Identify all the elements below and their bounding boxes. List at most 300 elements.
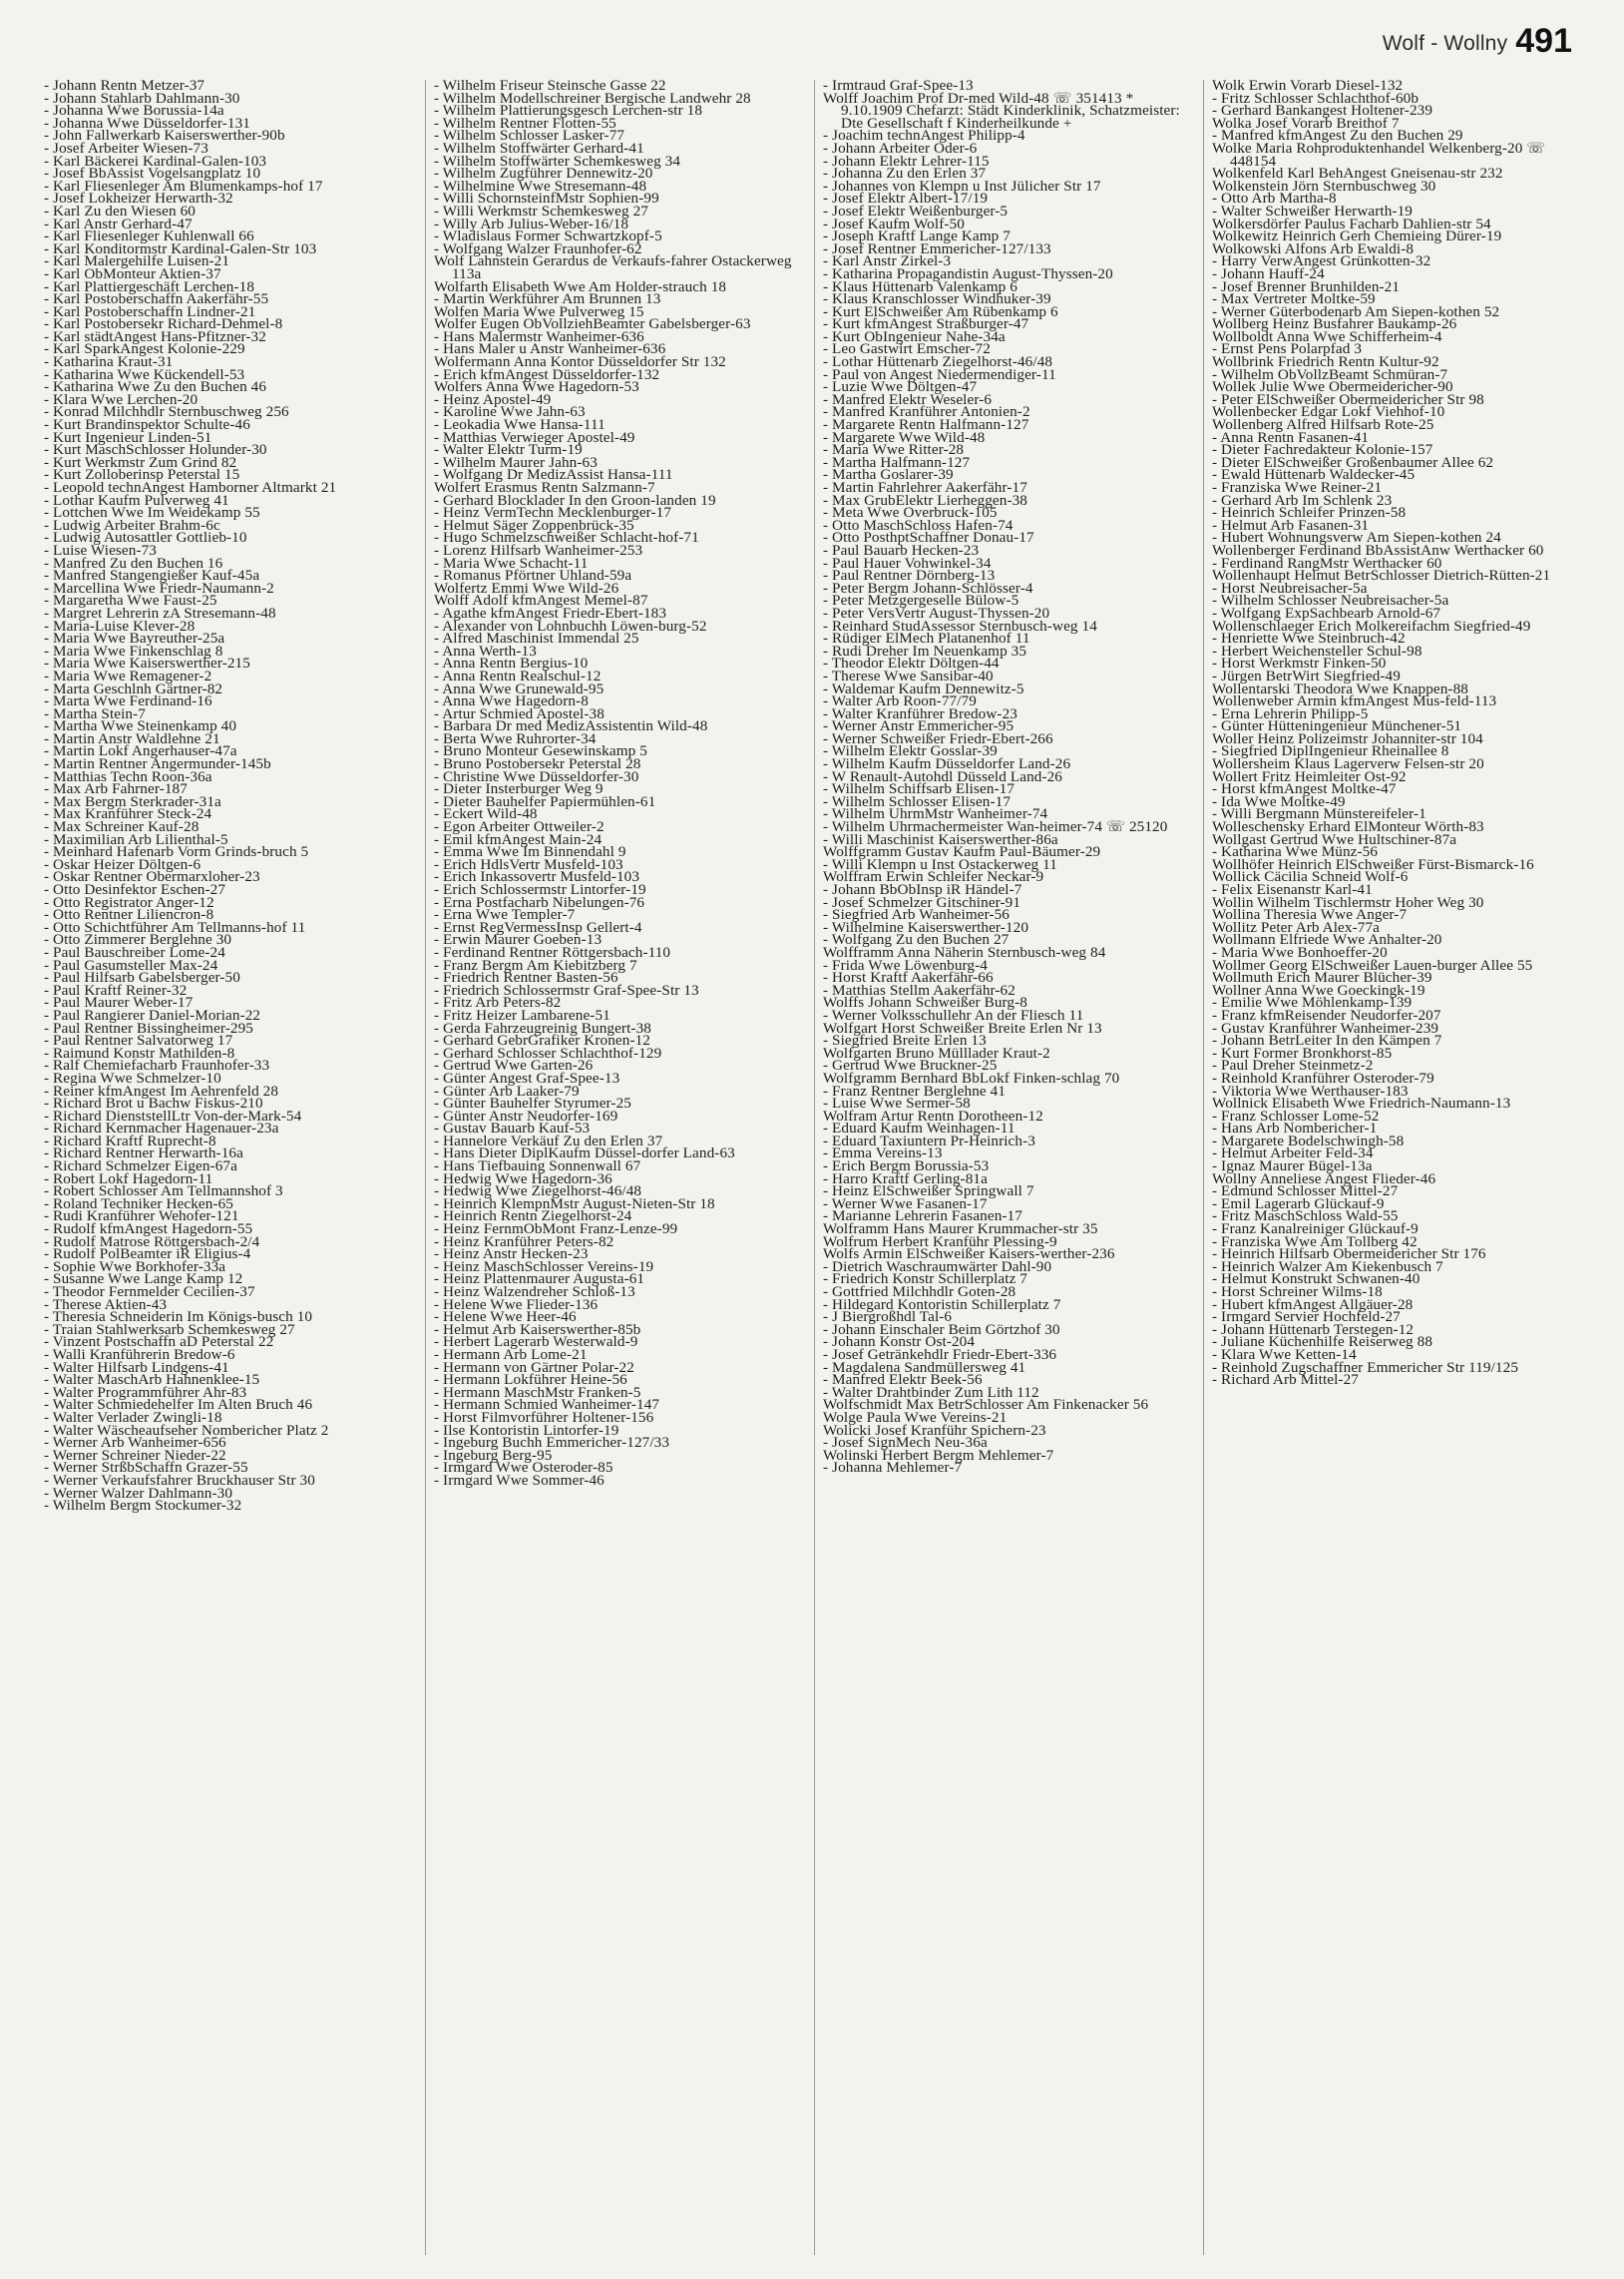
directory-entry: Wollenschlaeger Erich Molkereifachm Siegfried-49	[1212, 617, 1531, 635]
directory-entry: - Margarete Rentn Halfmann-127	[823, 416, 1029, 434]
directory-entry: - Helmut Arbeiter Feld-34	[1212, 1144, 1374, 1162]
directory-entry: - Helene Wwe Heer-46	[434, 1308, 577, 1326]
directory-entry: - Ilse Kontoristin Lintorfer-19	[434, 1421, 619, 1439]
directory-entry: - Hermann Schmied Wanheimer-147	[434, 1396, 660, 1414]
directory-entry: Wolfgart Horst Schweißer Breite Erlen Nr 13	[823, 1019, 1102, 1037]
directory-entry: - Peter VersVertr August-Thyssen-20	[823, 604, 1050, 622]
directory-entry: - Rüdiger ElMech Platanenhof 11	[823, 630, 1030, 648]
directory-entry: - Franz Kanalreiniger Glückauf-9	[1212, 1220, 1419, 1238]
directory-entry: - Heinz Plattenmaurer Augusta-61	[434, 1270, 645, 1288]
directory-entry: - Karl Postoberschaffn Aakerfähr-55	[44, 290, 269, 308]
directory-entry: - Eduard Taxiuntern Pr-Heinrich-3	[823, 1132, 1035, 1149]
directory-entry: - Josef BbAssist Vogelsangplatz 10	[44, 165, 261, 183]
directory-entry: - Heinrich KlempnMstr August-Nieten-Str 18	[434, 1194, 715, 1212]
directory-entry: - Hans Tiefbauing Sonnenwall 67	[434, 1157, 641, 1175]
directory-entry: - Martha Stein-7	[44, 704, 146, 722]
directory-entry: - Paul Rentner Bissingheimer-295	[44, 1019, 254, 1037]
directory-entry: - Anna Werth-13	[434, 642, 537, 660]
directory-entry: - Paul Rentner Dörnberg-13	[823, 567, 996, 585]
directory-entry: Wolfschmidt Max BetrSchlosser Am Finkenacker 56	[823, 1396, 1149, 1414]
directory-entry: - Wilhelm Rentner Flotten-55	[434, 114, 616, 132]
directory-entry: - Wilhelm Schlosser Elisen-17	[823, 792, 1012, 810]
directory-entry: - Martin Rentner Angermunder-145b	[44, 755, 271, 773]
directory-entry: - Paul Rangierer Daniel-Morian-22	[44, 1006, 261, 1024]
directory-entry: - Wilhelm Schiffsarb Elisen-17	[823, 780, 1015, 798]
directory-entry: Wolfen Maria Wwe Pulverweg 15	[434, 302, 644, 320]
directory-entry: - Walter Elektr Turm-19	[434, 441, 583, 459]
directory-entry: - Werner Arb Wanheimer-656	[44, 1434, 226, 1452]
directory-entry: - Wolfgang ExpSachbearb Arnold-67	[1212, 604, 1441, 622]
directory-entry: Wollick Cäcilia Schneid Wolf-6	[1212, 868, 1409, 886]
directory-entry: - Johannes von Klempn u Inst Jülicher Str 17	[823, 177, 1101, 195]
directory-entry: - Margarete Bodelschwingh-58	[1212, 1132, 1405, 1149]
directory-entry: - Willi SchornsteinfMstr Sophien-99	[434, 190, 659, 208]
directory-entry: - Romanus Pförtner Uhland-59a	[434, 567, 632, 585]
directory-entry: - Theresia Schneiderin Im Königs-busch 10	[44, 1308, 313, 1326]
directory-entry: - Therese Wwe Sansibar-40	[823, 667, 994, 684]
directory-entry: - Siegfried DiplIngenieur Rheinallee 8	[1212, 742, 1449, 760]
directory-entry: - Otto Arb Martha-8	[1212, 190, 1337, 208]
directory-entry: - Maria-Luise Klever-28	[44, 617, 196, 635]
directory-entry: - Margret Lehrerin zA Stresemann-48	[44, 604, 276, 622]
directory-entry: - Wladislaus Former Schwartzkopf-5	[434, 228, 662, 245]
directory-entry: - J Biergroßhdl Tal-6	[823, 1308, 953, 1326]
directory-entry: - Martha Goslarer-39	[823, 466, 954, 484]
directory-entry: - Walter Kranführer Bredow-23	[823, 704, 1017, 722]
directory-entry: - Fritz Schlosser Schlachthof-60b	[1212, 89, 1420, 107]
directory-entry: - Therese Aktien-43	[44, 1295, 168, 1313]
directory-entry: - Horst Werkmstr Finken-50	[1212, 655, 1387, 673]
directory-entry: - Horst Schreiner Wilms-18	[1212, 1283, 1383, 1300]
directory-entry: - Johann BbObInsp iR Händel-7	[823, 881, 1022, 898]
directory-entry: - Johann Einschaler Beim Görtzhof 30	[823, 1320, 1060, 1338]
directory-entry: Wolka Josef Vorarb Breithof 7	[1212, 114, 1400, 132]
directory-entry: - Otto Zimmerer Berglehne 30	[44, 931, 232, 949]
directory-entry: - Johanna Mehlemer-7	[823, 1459, 963, 1477]
directory-entry: Wolffram Erwin Schleifer Neckar-9	[823, 868, 1044, 886]
directory-entry: - Erna Wwe Templer-7	[434, 906, 576, 924]
directory-entry: - Otto Rentner Liliencron-8	[44, 906, 214, 924]
directory-entry: - Emilie Wwe Möhlenkamp-139	[1212, 994, 1413, 1012]
directory-entry: - Walter Drahtbinder Zum Lith 112	[823, 1383, 1039, 1401]
directory-entry: - Bruno Monteur Gesewinskamp 5	[434, 742, 647, 760]
directory-entry: Wollentarski Theodora Wwe Knappen-88	[1212, 680, 1468, 697]
directory-entry: - Werner StrßbSchaffn Grazer-55	[44, 1459, 248, 1477]
directory-entry: - Meinhard Hafenarb Vorm Grinds-bruch 5	[44, 843, 309, 861]
directory-entry: - Marta Wwe Ferdinand-16	[44, 692, 212, 710]
directory-entry: - Wilhelm Plattierungsgesch Lerchen-str 18	[434, 102, 703, 120]
directory-entry: - Ignaz Maurer Bügel-13a	[1212, 1157, 1373, 1175]
directory-entry: - Paul Rentner Salvatorweg 17	[44, 1032, 233, 1050]
directory-entry: - Matthias Stellm Aakerfähr-62	[823, 981, 1015, 999]
directory-entry: - Josef Lokheizer Herwarth-32	[44, 190, 233, 208]
directory-entry: - Gertrud Wwe Bruckner-25	[823, 1057, 998, 1075]
directory-entry: - Gerda Fahrzeugreinig Bungert-38	[434, 1019, 651, 1037]
directory-entry: - Waldemar Kaufm Dennewitz-5	[823, 680, 1024, 697]
directory-entry: - Kurt Ingenieur Linden-51	[44, 428, 212, 446]
directory-entry: - Wilhelm Schlosser Lasker-77	[434, 127, 625, 145]
directory-entry: - Josef Rentner Emmericher-127/133	[823, 239, 1051, 257]
directory-entry: - Helmut Arb Fasanen-31	[1212, 516, 1370, 534]
directory-entry: - Josef SignMech Neu-36a	[823, 1434, 988, 1452]
directory-entry: - Hedwig Wwe Ziegelhorst-46/48	[434, 1182, 642, 1200]
directory-entry: - Paul Bauarb Hecken-23	[823, 541, 980, 559]
directory-entry: - Wilhelm Modellschreiner Bergische Landwehr 28	[434, 89, 751, 107]
directory-entry: - Otto Desinfektor Eschen-27	[44, 881, 226, 898]
directory-entry: Wollner Anna Wwe Goeckingk-19	[1212, 981, 1425, 999]
directory-entry: - Dieter Bauhelfer Papiermühlen-61	[434, 792, 656, 810]
running-title: Wolf - Wollny	[1382, 32, 1508, 55]
directory-entry: - Johann Hüttenarb Terstegen-12	[1212, 1320, 1415, 1338]
directory-entry: - Willy Arb Julius-Weber-16/18	[434, 215, 629, 232]
directory-entry: - Maria Wwe Bonhoeffer-20	[1212, 943, 1388, 961]
running-header	[1382, 22, 1572, 60]
column-2	[425, 80, 814, 2255]
directory-entry: - Marcellina Wwe Friedr-Naumann-2	[44, 579, 274, 597]
page-number: 491	[1515, 22, 1572, 60]
directory-entry: - Gustav Bauarb Kauf-53	[434, 1120, 591, 1138]
directory-entry: - Willi Klempn u Inst Ostackerweg 11	[823, 855, 1057, 873]
directory-entry: - Hans Maler u Anstr Wanheimer-636	[434, 340, 666, 358]
directory-entry: - Wilhelm Bergm Stockumer-32	[44, 1497, 242, 1515]
directory-entry: - Otto MaschSchloss Hafen-74	[823, 516, 1014, 534]
directory-entry: - Irmgard Wwe Osteroder-85	[434, 1459, 613, 1477]
directory-entry: - Ingeburg Berg-95	[434, 1446, 553, 1464]
directory-entry: - Heinrich Schleifer Prinzen-58	[1212, 504, 1407, 522]
directory-entry: - Hans Dieter DiplKaufm Düssel-dorfer Land-63	[434, 1144, 735, 1162]
directory-entry: - Max Kranführer Steck-24	[44, 805, 212, 823]
directory-entry: - Günter Bauhelfer Styrumer-25	[434, 1095, 631, 1113]
directory-entry: - Katharina Kraut-31	[44, 353, 174, 371]
directory-entry: - Johann BetrLeiter In den Kämpen 7	[1212, 1032, 1442, 1050]
directory-columns	[36, 80, 1592, 2265]
directory-entry: - Ralf Chemiefacharb Fraunhofer-33	[44, 1057, 270, 1075]
directory-entry: - Gertrud Wwe Garten-26	[434, 1057, 594, 1075]
directory-entry: - Maria Wwe Schacht-11	[434, 554, 589, 572]
directory-entry: - Lothar Kaufm Pulverweg 41	[44, 491, 229, 509]
directory-entry: - Oskar Rentner Obermarxloher-23	[44, 868, 260, 886]
directory-entry: - Harro Kraftf Gerling-81a	[823, 1169, 988, 1187]
directory-entry: - Maria Wwe Finkenschlag 8	[44, 642, 223, 660]
directory-entry: - Matthias Verwieger Apostel-49	[434, 428, 635, 446]
directory-entry: - Maria Wwe Remagener-2	[44, 667, 212, 684]
directory-entry: - Manfred Zu den Buchen 16	[44, 554, 223, 572]
directory-entry: - Wilhelm Stoffwärter Gerhard-41	[434, 139, 644, 157]
directory-entry: - Rudolf Matrose Röttgersbach-2/4	[44, 1232, 260, 1250]
directory-entry: - Richard Arb Mittel-27	[1212, 1371, 1359, 1389]
directory-entry: - Wilhelmine Kaiserswerther-120	[823, 918, 1029, 936]
directory-entry: Wollina Theresia Wwe Anger-7	[1212, 906, 1408, 924]
directory-entry: - Walter Verlader Zwingli-18	[44, 1408, 222, 1426]
directory-entry: - Wilhelm UhrmMstr Wanheimer-74	[823, 805, 1048, 823]
directory-entry: - Werner Verkaufsfahrer Bruckhauser Str 30	[44, 1471, 315, 1489]
directory-entry: - Wilhelm Uhrmachermeister Wan-heimer-74 ☏ 25120	[823, 818, 1168, 836]
directory-entry: - Irmgard Wwe Sommer-46	[434, 1471, 605, 1489]
directory-entry: Wollin Wilhelm Tischlermstr Hoher Weg 30	[1212, 893, 1484, 911]
directory-entry: - Manfred kfmAngest Zu den Buchen 29	[1212, 127, 1463, 145]
directory-entry: - Hermann MaschMstr Franken-5	[434, 1383, 641, 1401]
directory-entry: - Kurt Werkmstr Zum Grind 82	[44, 453, 237, 471]
directory-entry: - Joachim technAngest Philipp-4	[823, 127, 1025, 145]
directory-entry: - Alexander von Lohnbuchh Löwen-burg-52	[434, 617, 707, 635]
directory-entry: - Kurt ObIngenieur Nahe-34a	[823, 327, 1006, 345]
directory-entry: - Helmut Arb Kaiserswerther-85b	[434, 1320, 641, 1338]
directory-entry: - Katharina Propagandistin August-Thyssen-20	[823, 264, 1113, 282]
directory-entry: - Johann Konstr Ost-204	[823, 1333, 976, 1351]
directory-entry: - Karl Zu den Wiesen 60	[44, 202, 196, 220]
directory-entry: - Ewald Hüttenarb Waldecker-45	[1212, 466, 1416, 484]
directory-entry: - Walter Schweißer Herwarth-19	[1212, 202, 1413, 220]
directory-entry: - Walter Programmführer Ahr-83	[44, 1383, 247, 1401]
directory-entry: - Manfred Kranführer Antonien-2	[823, 403, 1030, 421]
directory-entry: - Willi Bergmann Münstereifeler-1	[1212, 805, 1426, 823]
directory-entry: - Werner Schweißer Friedr-Ebert-266	[823, 729, 1053, 747]
directory-entry: - Werner Anstr Emmericher-95	[823, 717, 1015, 735]
directory-entry: - Werner Güterbodenarb Am Siepen-kothen 52	[1212, 302, 1500, 320]
directory-entry: Wollmer Georg ElSchweißer Lauen-burger Allee 55	[1212, 956, 1533, 974]
directory-entry: - Heinz ElSchweißer Springwall 7	[823, 1182, 1034, 1200]
directory-entry: - Manfred Stangengießer Kauf-45a	[44, 567, 260, 585]
directory-entry: - Irmtraud Graf-Spee-13	[823, 80, 974, 94]
directory-entry: - Maria Wwe Bayreuther-25a	[44, 630, 225, 648]
directory-entry: - Hans Malermstr Wanheimer-636	[434, 327, 644, 345]
directory-entry: Wolge Paula Wwe Vereins-21	[823, 1408, 1008, 1426]
directory-entry: - Heinrich Hilfsarb Obermeidericher Str 176	[1212, 1245, 1486, 1263]
directory-entry: - Wilhelm Elektr Gosslar-39	[823, 742, 998, 760]
directory-entry: - Heinrich Rentn Ziegelhorst-24	[434, 1207, 632, 1225]
directory-entry: - Erich Inkassovertr Musfeld-103	[434, 868, 640, 886]
directory-entry: Wollenberger Ferdinand BbAssistAnw Werthacker 60	[1212, 541, 1544, 559]
directory-entry: - Werner Wwe Fasanen-17	[823, 1194, 988, 1212]
directory-entry: - Agathe kfmAngest Friedr-Ebert-183	[434, 604, 667, 622]
directory-entry: - Johanna Zu den Erlen 37	[823, 165, 987, 183]
directory-entry: - Dieter ElSchweißer Großenbaumer Allee 62	[1212, 453, 1494, 471]
directory-entry: - Hermann Lokführer Heine-56	[434, 1371, 627, 1389]
directory-entry: Wollmuth Erich Maurer Blücher-39	[1212, 969, 1432, 987]
directory-entry: - Hannelore Verkäuf Zu den Erlen 37	[434, 1132, 663, 1149]
directory-entry: - Horst Neubreisacher-5a	[1212, 579, 1368, 597]
directory-entry: - Hubert Wohnungsverw Am Siepen-kothen 24	[1212, 529, 1501, 547]
directory-entry: - Walter MaschArb Hahnenklee-15	[44, 1371, 260, 1389]
directory-entry: Wolfrum Herbert Kranführ Plessing-9	[823, 1232, 1057, 1250]
directory-entry: Wolfgramm Bernhard BbLokf Finken-schlag 70	[823, 1069, 1120, 1087]
directory-entry: - Franziska Wwe Am Tollberg 42	[1212, 1232, 1418, 1250]
directory-entry: - Reiner kfmAngest Im Aehrenfeld 28	[44, 1082, 279, 1100]
directory-entry: - Martha Wwe Steinenkamp 40	[44, 717, 237, 735]
directory-entry: - Emil kfmAngest Main-24	[434, 830, 603, 848]
directory-entry: - Heinz VermTechn Mecklenburger-17	[434, 504, 672, 522]
directory-entry: - Susanne Wwe Lange Kamp 12	[44, 1270, 243, 1288]
directory-entry: - Paul Hilfsarb Gabelsberger-50	[44, 969, 240, 987]
directory-entry: - Bruno Postobersekr Peterstal 28	[434, 755, 641, 773]
directory-entry: - Maria Wwe Kaiserswerther-215	[44, 655, 250, 673]
directory-entry: - Max Arb Fahrner-187	[44, 780, 188, 798]
directory-entry: Wolfers Anna Wwe Hagedorn-53	[434, 378, 639, 396]
directory-entry: - Wolfgang Zu den Buchen 27	[823, 931, 1010, 949]
directory-entry: - Erich HdlsVertr Musfeld-103	[434, 855, 623, 873]
directory-entry: - Horst kfmAngest Moltke-47	[1212, 780, 1397, 798]
directory-entry: - Heinz Kranführer Peters-82	[434, 1232, 614, 1250]
directory-entry: Wolfframm Anna Näherin Sternbusch-weg 84	[823, 943, 1106, 961]
directory-entry: - Peter Metzgergeselle Bülow-5	[823, 592, 1019, 610]
directory-entry: - Ludwig Arbeiter Brahm-6c	[44, 516, 220, 534]
directory-entry: - Matthias Techn Roon-36a	[44, 767, 212, 785]
directory-entry: - Wilhelm Friseur Steinsche Gasse 22	[434, 80, 666, 94]
directory-entry: - Richard DienststellLtr Von-der-Mark-54	[44, 1107, 302, 1125]
directory-entry: - Klara Wwe Ketten-14	[1212, 1345, 1357, 1363]
directory-entry: Wolffgramm Gustav Kaufm Paul-Bäumer-29	[823, 843, 1101, 861]
directory-entry: - Werner Volksschullehr An der Fliesch 11	[823, 1006, 1084, 1024]
directory-entry: - W Renault-Autohdl Düsseld Land-26	[823, 767, 1062, 785]
directory-entry: Wollenbecker Edgar Lokf Viehhof-10	[1212, 403, 1445, 421]
directory-entry: - Ludwig Autosattler Gottlieb-10	[44, 529, 247, 547]
directory-entry: Wolff Joachim Prof Dr-med Wild-48 ☏ 351413 * 9.10.1909 Chefarzt: Städt Kinderklinik, Schatzmeister: Dte Gesellschaft f Kinderheilkunde +	[823, 89, 1180, 132]
directory-entry: - Rudi Kranführer Wehofer-121	[44, 1207, 239, 1225]
directory-entry: - Erich kfmAngest Düsseldorfer-132	[434, 365, 660, 383]
directory-entry: - Willi Maschinist Kaiserswerther-86a	[823, 830, 1058, 848]
directory-entry: - Erwin Maurer Goeben-13	[434, 931, 603, 949]
directory-entry: - Hedwig Wwe Hagedorn-36	[434, 1169, 612, 1187]
directory-entry: - Barbara Dr med MedizAssistentin Wild-48	[434, 717, 708, 735]
directory-entry: - Friedrich Schlossermstr Graf-Spee-Str 13	[434, 981, 699, 999]
directory-entry: - Rudolf kfmAngest Hagedorn-55	[44, 1220, 253, 1238]
directory-entry: - Leo Gastwirt Emscher-72	[823, 340, 991, 358]
directory-entry: - Marta Geschlnh Gärtner-82	[44, 680, 223, 697]
directory-entry: - Wilhelm Kaufm Düsseldorfer Land-26	[823, 755, 1071, 773]
directory-entry: - Karl SparkAngest Kolonie-229	[44, 340, 245, 358]
directory-entry: - Günter Arb Laaker-79	[434, 1082, 580, 1100]
directory-entry: - Johanna Wwe Düsseldorfer-131	[44, 114, 250, 132]
directory-entry: - Sophie Wwe Borkhofer-33a	[44, 1257, 226, 1275]
directory-entry: Wolkowski Alfons Arb Ewaldi-8	[1212, 239, 1415, 257]
directory-entry: - Vinzent Postschaffn aD Peterstal 22	[44, 1333, 274, 1351]
directory-entry: - Hans Arb Nombericher-1	[1212, 1120, 1378, 1138]
directory-entry: - Kurt kfmAngest Straßburger-47	[823, 315, 1029, 333]
directory-entry: - Raimund Konstr Mathilden-8	[44, 1044, 235, 1062]
directory-entry: - Otto Registrator Anger-12	[44, 893, 214, 911]
directory-entry: - Maximilian Arb Lilienthal-5	[44, 830, 228, 848]
directory-entry: - Karl ObMonteur Aktien-37	[44, 264, 221, 282]
directory-entry: - John Fallwerkarb Kaiserswerther-90b	[44, 127, 285, 145]
directory-entry: - Paul Kraftf Reiner-32	[44, 981, 188, 999]
directory-entry: Wollny Anneliese Angest Flieder-46	[1212, 1169, 1436, 1187]
directory-entry: - Friedrich Rentner Basten-56	[434, 969, 618, 987]
directory-entry: - Magdalena Sandmüllersweg 41	[823, 1358, 1026, 1376]
directory-entry: - Gerhard Arb Im Schlenk 23	[1212, 491, 1393, 509]
directory-entry: - Luise Wiesen-73	[44, 541, 157, 559]
directory-entry: - Marianne Lehrerin Fasanen-17	[823, 1207, 1022, 1225]
directory-entry: Wollhöfer Heinrich ElSchweißer Fürst-Bismarck-16	[1212, 855, 1534, 873]
directory-entry: Wolkenfeld Karl BehAngest Gneisenau-str 232	[1212, 165, 1503, 183]
directory-entry: - Ernst Pens Polarpfad 3	[1212, 340, 1363, 358]
column-4	[1203, 80, 1592, 2255]
directory-entry: - Hugo Schmelzschweißer Schlacht-hof-71	[434, 529, 699, 547]
directory-entry: - Heinz Walzendreher Schloß-13	[434, 1283, 635, 1300]
directory-entry: - Gottfried Milchhdlr Goten-28	[823, 1283, 1016, 1300]
directory-entry: - Robert Schlosser Am Tellmannshof 3	[44, 1182, 283, 1200]
directory-entry: - Helene Wwe Flieder-136	[434, 1295, 599, 1313]
directory-entry: Wolfer Eugen ObVollziehBeamter Gabelsberger-63	[434, 315, 751, 333]
directory-entry: Wolff Adolf kfmAngest Memel-87	[434, 592, 648, 610]
directory-entry: - Reinhard StudAssessor Sternbusch-weg 14	[823, 617, 1097, 635]
directory-entry: Wollert Fritz Heimleiter Ost-92	[1212, 767, 1407, 785]
directory-entry: - Helmut Säger Zoppenbrück-35	[434, 516, 634, 534]
directory-entry: Wollersheim Klaus Lagerverw Felsen-str 20	[1212, 755, 1484, 773]
directory-entry: - Heinz Apostel-49	[434, 390, 552, 408]
directory-entry: - Günter Hütteningenieur Münchener-51	[1212, 717, 1462, 735]
directory-entry: Wolfert Erasmus Rentn Salzmann-7	[434, 479, 655, 496]
directory-entry: - Franziska Wwe Reiner-21	[1212, 479, 1383, 496]
directory-entry: - Kurt Zolloberinsp Peterstal 15	[44, 466, 240, 484]
directory-entry: - Richard Kraftf Ruprecht-8	[44, 1132, 216, 1149]
directory-entry: Wollmann Elfriede Wwe Anhalter-20	[1212, 931, 1442, 949]
directory-entry: - Erna Lehrerin Philipp-5	[1212, 704, 1369, 722]
directory-entry: - Manfred Elektr Beek-56	[823, 1371, 983, 1389]
directory-entry: - Regina Wwe Schmelzer-10	[44, 1069, 221, 1087]
directory-entry: - Josef Kaufm Wolf-50	[823, 215, 965, 232]
directory-entry: - Karl Anstr Gerhard-47	[44, 215, 193, 232]
directory-entry: - Karl Bäckerei Kardinal-Galen-103	[44, 152, 267, 170]
directory-entry: - Kurt MaschSchlosser Holunder-30	[44, 441, 267, 459]
directory-entry: - Peter ElSchweißer Obermeidericher Str 98	[1212, 390, 1484, 408]
directory-entry: - Max GrubElektr Lierheggen-38	[823, 491, 1028, 509]
directory-entry: - Ernst RegVermessInsp Gellert-4	[434, 918, 642, 936]
directory-entry: - Luise Wwe Sermer-58	[823, 1095, 971, 1113]
directory-entry: - Dietrich Waschraumwärter Dahl-90	[823, 1257, 1052, 1275]
directory-entry: - Josef Elektr Weißenburger-5	[823, 202, 1009, 220]
directory-entry: - Günter Anstr Neudorfer-169	[434, 1107, 618, 1125]
directory-entry: - Johann Elektr Lehrer-115	[823, 152, 990, 170]
directory-entry: - Wolfgang Dr MedizAssist Hansa-111	[434, 466, 673, 484]
directory-entry: - Henriette Wwe Steinbruch-42	[1212, 630, 1406, 648]
directory-entry: Wolf Lahnstein Gerardus de Verkaufs-fahrer Ostackerweg 113a	[434, 252, 792, 282]
directory-entry: - Lothar Hüttenarb Ziegelhorst-46/48	[823, 353, 1053, 371]
directory-entry: - Hermann Arb Lome-21	[434, 1345, 588, 1363]
directory-entry: - Heinrich Walzer Am Kiekenbusch 7	[1212, 1257, 1443, 1275]
directory-entry: - Gerhard GebrGrafiker Kronen-12	[434, 1032, 650, 1050]
directory-entry: - Richard Kernmacher Hagenauer-23a	[44, 1120, 279, 1138]
directory-entry: - Karl Malergehilfe Luisen-21	[44, 252, 230, 270]
directory-entry: - Paul Hauer Vohwinkel-34	[823, 554, 992, 572]
directory-entry: - Edmund Schlosser Mittel-27	[1212, 1182, 1399, 1200]
directory-entry: - Karl Postobersekr Richard-Dehmel-8	[44, 315, 283, 333]
directory-entry: Wolfarth Elisabeth Wwe Am Holder-strauch 18	[434, 277, 727, 295]
directory-entry: - Heinz MaschSchlosser Vereins-19	[434, 1257, 654, 1275]
directory-entry: - Paul von Angest Niedermendiger-11	[823, 365, 1056, 383]
directory-entry: - Richard Rentner Herwarth-16a	[44, 1144, 243, 1162]
directory-entry: - Kurt ElSchweißer Am Rübenkamp 6	[823, 302, 1058, 320]
directory-entry: Wollbrink Friedrich Rentn Kultur-92	[1212, 353, 1439, 371]
directory-entry: - Franz Bergm Am Kiebitzberg 7	[434, 956, 637, 974]
directory-entry: Wolinski Herbert Bergm Mehlemer-7	[823, 1446, 1054, 1464]
directory-entry: - Gustav Kranführer Wanheimer-239	[1212, 1019, 1439, 1037]
directory-entry: - Paul Maurer Weber-17	[44, 994, 194, 1012]
directory-entry: - Paul Bauschreiber Lome-24	[44, 943, 225, 961]
directory-entry: - Richard Brot u Bachw Fiskus-210	[44, 1095, 263, 1113]
column-3	[814, 80, 1203, 2255]
directory-entry: - Ingeburg Buchh Emmericher-127/33	[434, 1434, 670, 1452]
directory-entry: Wolframm Hans Maurer Krummacher-str 35	[823, 1220, 1098, 1238]
directory-entry: - Egon Arbeiter Ottweiler-2	[434, 818, 605, 836]
directory-entry: - Ida Wwe Moltke-49	[1212, 792, 1346, 810]
directory-entry: - Karl Anstr Zirkel-3	[823, 252, 952, 270]
directory-entry: Wolkersdörfer Paulus Facharb Dahlien-str 54	[1212, 215, 1491, 232]
directory-entry: - Emil Lagerarb Glückauf-9	[1212, 1194, 1385, 1212]
directory-entry: - Helmut Konstrukt Schwanen-40	[1212, 1270, 1421, 1288]
directory-entry: - Eckert Wild-48	[434, 805, 538, 823]
directory-entry: - Herbert Weichensteller Schul-98	[1212, 642, 1422, 660]
directory-entry: Wolfgarten Bruno Mülllader Kraut-2	[823, 1044, 1050, 1062]
